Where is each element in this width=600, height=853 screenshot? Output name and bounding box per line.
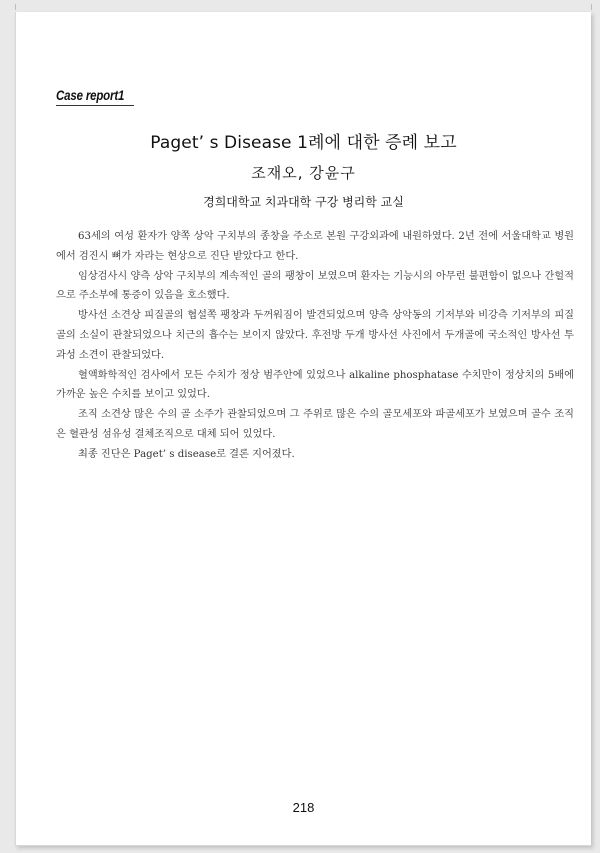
section-rule [56,105,134,106]
crop-mark [15,4,16,10]
abstract-body [56,227,574,465]
affiliation: 경희대학교 치과대학 구강 병리학 교실 [203,195,404,209]
page-number: 218 [292,800,315,815]
paper-page [15,12,591,846]
paragraph-histologic: 조직 소견상 많은 수의 골 소주가 관찰되었으며 그 주위로 많은 수의 골모세포와 파골세포가 보였으며 골수 조직은 혈관성 섬유성 결체조직으로 대체 되어 있었다. [56,409,574,440]
paragraph-radiographic: 방사선 소견상 피질골의 협설쪽 팽창과 두꺼워짐이 발견되었으며 양측 상악동의 기저부와 비강측 기저부의 피질골의 소실이 관찰되었으나 치근의 흡수는 보이지 않았다. 후전방 두개 방사선 사진에서 두개골에 국소적인 방사선 투과성 소견이 관찰되었다. [56,310,574,361]
paragraph-clinical: 임상검사시 양측 상악 구치부의 계속적인 골의 팽창이 보였으며 환자는 기능시의 아무런 불편함이 없으나 간헐적으로 주소부에 통증이 있음을 호소했다. [56,270,574,302]
crop-mark [591,4,592,10]
section-label: Case report1 [56,87,125,103]
paper-title: Paget’ s Disease 1례에 대한 증례 보고 [150,133,457,153]
paragraph-history: 63세의 여성 환자가 양쪽 상악 구치부의 종창을 주소로 본원 구강외과에 내원하였다. 2년 전에 서울대학교 병원에서 검진시 뼈가 자라는 현상으로 진단 받았다고 한다. [56,231,574,262]
paragraph-diagnosis: 최종 진단은 Paget’ s disease로 결론 지어졌다. [78,448,295,460]
paragraph-laboratory: 혈액화학적인 검사에서 모든 수치가 정상 범주안에 있었으나 alkaline phosphatase 수치만이 정상치의 5배에 가까운 높은 수치를 보이고 있었다. [56,369,574,401]
authors: 조재오, 강윤구 [251,164,356,182]
